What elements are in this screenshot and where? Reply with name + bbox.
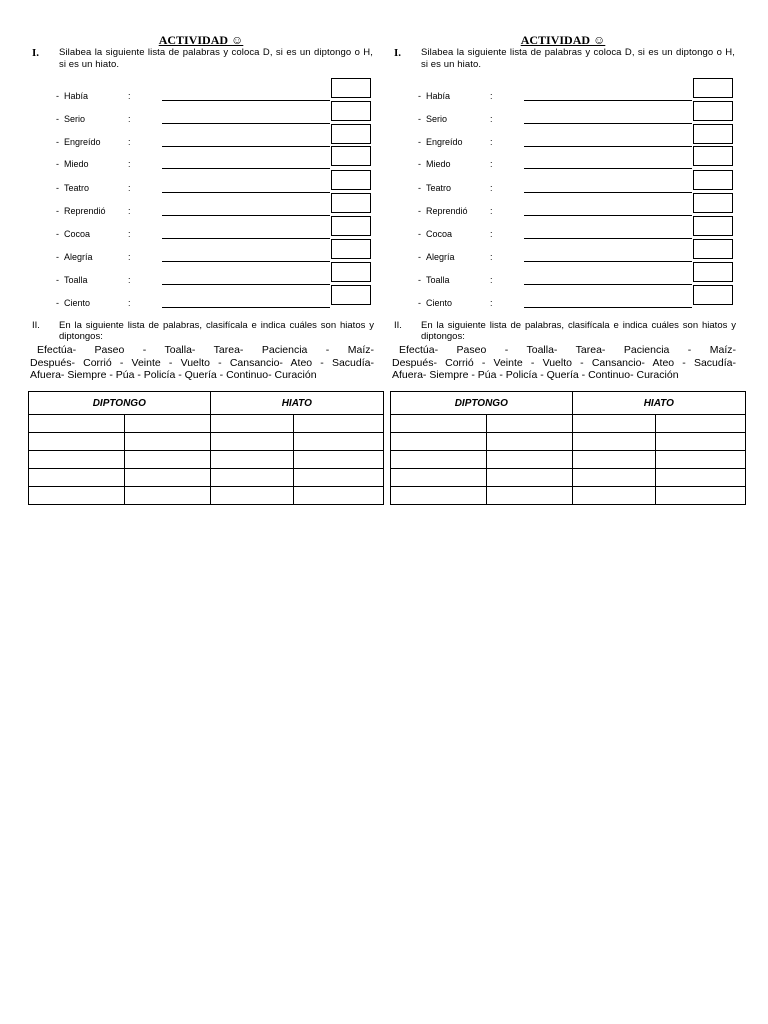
- word-label: Alegría: [426, 252, 455, 262]
- table-row: [29, 451, 384, 469]
- word-colon: :: [490, 229, 493, 239]
- word-colon: :: [490, 252, 493, 262]
- syllable-answer-line[interactable]: [162, 123, 330, 124]
- table-row: [391, 469, 746, 487]
- syllable-answer-line[interactable]: [524, 168, 692, 169]
- classification-table: [390, 391, 746, 505]
- table-row: [29, 487, 384, 505]
- table-cell[interactable]: [293, 433, 383, 451]
- table-cell[interactable]: [293, 451, 383, 469]
- table-cell[interactable]: [572, 469, 655, 487]
- word-line: Afuera- Siempre - Púa - Policía - Quería - Continuo- Curación: [30, 369, 317, 381]
- answer-box[interactable]: [331, 216, 371, 236]
- word-dash: -: [56, 252, 59, 262]
- table-row: [29, 415, 384, 433]
- table-cell[interactable]: [29, 469, 125, 487]
- answer-box[interactable]: [331, 285, 371, 305]
- table-row: [29, 433, 384, 451]
- syllable-answer-line[interactable]: [162, 261, 330, 262]
- table-cell[interactable]: [29, 433, 125, 451]
- word-colon: :: [490, 159, 493, 169]
- word-dash: -: [56, 298, 59, 308]
- syllable-answer-line[interactable]: [162, 168, 330, 169]
- word-dash: -: [418, 252, 421, 262]
- hiato-header: HIATO: [572, 392, 745, 415]
- word-row: [390, 158, 736, 180]
- section-2-instruction: En la siguiente lista de palabras, clasifícala e indica cuáles son hiatos y diptongos:: [59, 320, 374, 342]
- syllable-answer-line[interactable]: [524, 192, 692, 193]
- word-colon: :: [128, 91, 131, 101]
- table-row: [391, 415, 746, 433]
- syllable-answer-line[interactable]: [162, 215, 330, 216]
- syllable-answer-line[interactable]: [162, 192, 330, 193]
- word-label: Engreído: [426, 137, 463, 147]
- table-cell[interactable]: [391, 433, 487, 451]
- section-1-instruction: Silabea la siguiente lista de palabras y coloca D, si es un diptongo o H, si es un hiato.: [59, 47, 373, 70]
- table-cell[interactable]: [487, 469, 572, 487]
- word-dash: -: [418, 206, 421, 216]
- word-row: [390, 113, 736, 135]
- answer-box[interactable]: [331, 101, 371, 121]
- word-colon: :: [128, 298, 131, 308]
- word-colon: :: [490, 183, 493, 193]
- word-colon: :: [128, 159, 131, 169]
- table-cell[interactable]: [572, 487, 655, 505]
- word-dash: -: [56, 137, 59, 147]
- word-dash: -: [56, 206, 59, 216]
- word-label: Miedo: [426, 159, 451, 169]
- word-row: [390, 228, 736, 250]
- syllable-answer-line[interactable]: [162, 238, 330, 239]
- word-colon: :: [128, 206, 131, 216]
- word-dash: -: [418, 183, 421, 193]
- section-2-number: II.: [394, 320, 402, 331]
- word-dash: -: [56, 91, 59, 101]
- table-row: [391, 487, 746, 505]
- section-2-number: II.: [32, 320, 40, 331]
- table-cell[interactable]: [125, 415, 210, 433]
- table-cell[interactable]: [210, 487, 293, 505]
- word-row: [390, 205, 736, 227]
- table-cell[interactable]: [391, 469, 487, 487]
- section-2-word-list: [30, 344, 374, 382]
- table-cell[interactable]: [29, 487, 125, 505]
- word-row: [390, 90, 736, 112]
- word-label: Engreído: [64, 137, 101, 147]
- word-row: [28, 251, 374, 273]
- word-row: [390, 297, 736, 319]
- word-label: Serio: [426, 114, 448, 124]
- word-dash: -: [418, 114, 421, 124]
- word-line: Efectúa- Paseo - Toalla- Tarea- Paciencia - Maíz-: [399, 344, 736, 356]
- word-label: Ciento: [64, 298, 91, 308]
- table-cell[interactable]: [293, 415, 383, 433]
- table-row: [29, 469, 384, 487]
- word-label: Teatro: [64, 183, 90, 193]
- word-dash: -: [418, 275, 421, 285]
- word-dash: -: [56, 183, 59, 193]
- section-1-number: I.: [394, 47, 402, 59]
- hiato-header: HIATO: [210, 392, 383, 415]
- table-cell[interactable]: [655, 433, 745, 451]
- word-row: [28, 158, 374, 180]
- word-label: Alegría: [64, 252, 93, 262]
- answer-box[interactable]: [693, 124, 733, 144]
- diptongo-header: DIPTONGO: [29, 392, 211, 415]
- answer-box[interactable]: [331, 262, 371, 282]
- word-line: Afuera- Siempre - Púa - Policía - Quería - Continuo- Curación: [392, 369, 679, 381]
- word-label: Teatro: [426, 183, 452, 193]
- word-row: [28, 90, 374, 112]
- table-cell[interactable]: [29, 451, 125, 469]
- word-row: [28, 182, 374, 204]
- syllable-answer-line[interactable]: [524, 284, 692, 285]
- table-cell[interactable]: [572, 451, 655, 469]
- word-row: [28, 113, 374, 135]
- word-dash: -: [418, 137, 421, 147]
- word-colon: :: [490, 298, 493, 308]
- answer-box[interactable]: [331, 193, 371, 213]
- table-cell[interactable]: [125, 433, 210, 451]
- word-row: [28, 228, 374, 250]
- word-dash: -: [56, 114, 59, 124]
- table-cell[interactable]: [391, 487, 487, 505]
- section-1-instruction: Silabea la siguiente lista de palabras y coloca D, si es un diptongo o H, si es un hiato.: [421, 47, 735, 70]
- word-label: Cocoa: [426, 229, 453, 239]
- syllable-answer-line[interactable]: [524, 123, 692, 124]
- answer-box[interactable]: [693, 285, 733, 305]
- syllable-answer-line[interactable]: [162, 284, 330, 285]
- section-2-instruction: En la siguiente lista de palabras, clasifícala e indica cuáles son hiatos y diptongos:: [421, 320, 736, 342]
- word-colon: :: [490, 114, 493, 124]
- table-cell[interactable]: [487, 415, 572, 433]
- word-dash: -: [418, 229, 421, 239]
- table-cell[interactable]: [655, 469, 745, 487]
- word-colon: :: [128, 252, 131, 262]
- table-cell[interactable]: [487, 487, 572, 505]
- word-colon: :: [490, 275, 493, 285]
- answer-box[interactable]: [331, 146, 371, 166]
- syllable-answer-line[interactable]: [524, 238, 692, 239]
- word-row: [390, 136, 736, 158]
- word-label: Reprendió: [426, 206, 468, 216]
- classification-table: [28, 391, 384, 505]
- syllable-answer-line[interactable]: [524, 146, 692, 147]
- table-cell[interactable]: [391, 451, 487, 469]
- word-colon: :: [128, 229, 131, 239]
- table-cell[interactable]: [125, 451, 210, 469]
- table-row: [391, 451, 746, 469]
- activity-title: ACTIVIDAD ☺: [158, 33, 244, 47]
- table-cell[interactable]: [210, 469, 293, 487]
- answer-box[interactable]: [693, 193, 733, 213]
- table-cell[interactable]: [572, 433, 655, 451]
- syllable-answer-line[interactable]: [162, 100, 330, 101]
- word-line: Después- Corrió - Veinte - Vuelto - Cansancio- Ateo - Sacudía-: [392, 356, 736, 369]
- word-label: Había: [426, 91, 451, 101]
- table-cell[interactable]: [655, 415, 745, 433]
- answer-box[interactable]: [693, 216, 733, 236]
- answer-box[interactable]: [693, 239, 733, 259]
- table-cell[interactable]: [210, 415, 293, 433]
- table-cell[interactable]: [210, 451, 293, 469]
- answer-box[interactable]: [331, 170, 371, 190]
- answer-box[interactable]: [693, 78, 733, 98]
- section-2-word-list: [392, 344, 736, 382]
- section-1-number: I.: [32, 47, 40, 59]
- word-label: Había: [64, 91, 89, 101]
- word-row: [28, 274, 374, 296]
- word-label: Reprendió: [64, 206, 106, 216]
- word-colon: :: [128, 183, 131, 193]
- syllable-answer-line[interactable]: [524, 261, 692, 262]
- word-label: Toalla: [426, 275, 450, 285]
- table-cell[interactable]: [655, 487, 745, 505]
- word-dash: -: [56, 229, 59, 239]
- word-colon: :: [128, 114, 131, 124]
- word-row: [28, 136, 374, 158]
- syllable-answer-line[interactable]: [162, 146, 330, 147]
- table-row: [391, 433, 746, 451]
- word-label: Cocoa: [64, 229, 91, 239]
- answer-box[interactable]: [693, 101, 733, 121]
- table-cell[interactable]: [655, 451, 745, 469]
- word-label: Toalla: [64, 275, 88, 285]
- table-cell[interactable]: [572, 415, 655, 433]
- answer-box[interactable]: [693, 262, 733, 282]
- syllable-answer-line[interactable]: [162, 307, 330, 308]
- word-label: Ciento: [426, 298, 453, 308]
- syllable-answer-line[interactable]: [524, 215, 692, 216]
- word-dash: -: [56, 159, 59, 169]
- word-label: Serio: [64, 114, 86, 124]
- table-cell[interactable]: [125, 487, 210, 505]
- word-row: [28, 205, 374, 227]
- word-colon: :: [128, 275, 131, 285]
- table-cell[interactable]: [125, 469, 210, 487]
- table-cell[interactable]: [487, 451, 572, 469]
- answer-box[interactable]: [331, 239, 371, 259]
- word-colon: :: [128, 137, 131, 147]
- table-cell[interactable]: [391, 415, 487, 433]
- table-cell[interactable]: [293, 469, 383, 487]
- answer-box[interactable]: [331, 124, 371, 144]
- word-colon: :: [490, 206, 493, 216]
- table-cell[interactable]: [487, 433, 572, 451]
- word-dash: -: [418, 91, 421, 101]
- word-label: Miedo: [64, 159, 89, 169]
- table-cell[interactable]: [210, 433, 293, 451]
- word-dash: -: [56, 275, 59, 285]
- word-colon: :: [490, 137, 493, 147]
- answer-box[interactable]: [693, 170, 733, 190]
- activity-title: ACTIVIDAD ☺: [520, 33, 606, 47]
- table-cell[interactable]: [29, 415, 125, 433]
- word-colon: :: [490, 91, 493, 101]
- answer-box[interactable]: [693, 146, 733, 166]
- answer-box[interactable]: [331, 78, 371, 98]
- word-row: [28, 297, 374, 319]
- word-line: Efectúa- Paseo - Toalla- Tarea- Paciencia - Maíz-: [37, 344, 374, 356]
- syllable-answer-line[interactable]: [524, 307, 692, 308]
- table-cell[interactable]: [293, 487, 383, 505]
- word-dash: -: [418, 159, 421, 169]
- word-row: [390, 274, 736, 296]
- diptongo-header: DIPTONGO: [391, 392, 573, 415]
- word-dash: -: [418, 298, 421, 308]
- word-line: Después- Corrió - Veinte - Vuelto - Cansancio- Ateo - Sacudía-: [30, 356, 374, 369]
- word-row: [390, 251, 736, 273]
- word-row: [390, 182, 736, 204]
- syllable-answer-line[interactable]: [524, 100, 692, 101]
